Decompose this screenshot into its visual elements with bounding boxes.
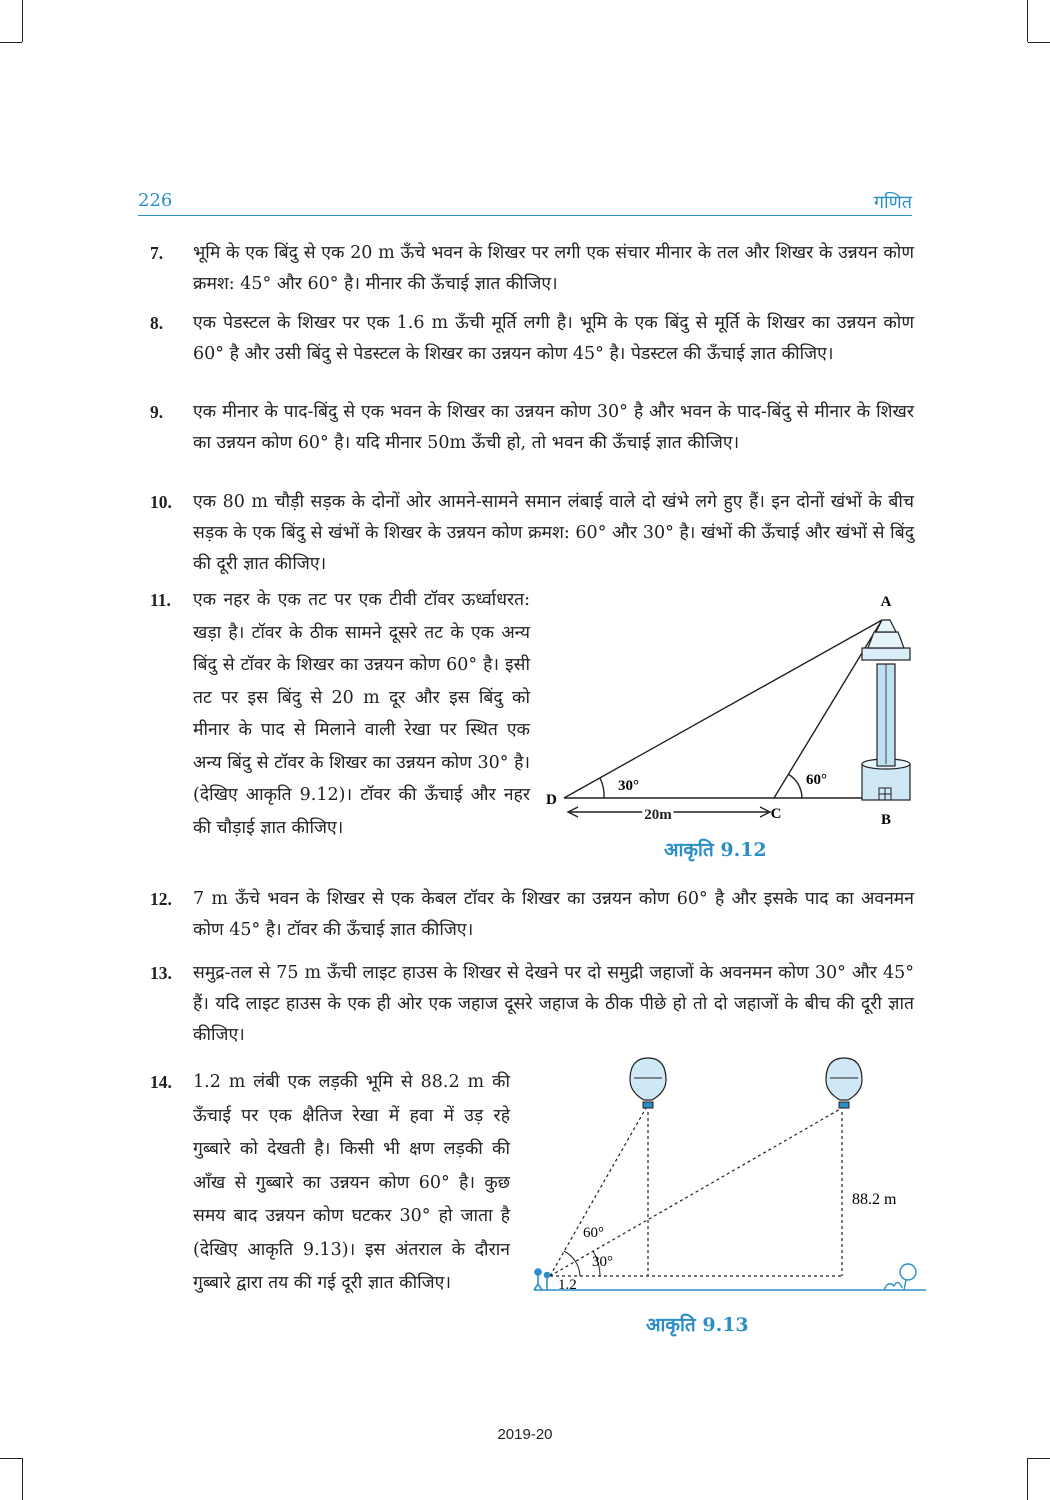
- label-angle-30: 30°: [592, 1254, 613, 1270]
- crop-mark: [1028, 1458, 1050, 1459]
- label-girl-height: 1.2: [558, 1277, 577, 1293]
- question-text: एक पेडस्टल के शिखर पर एक 1.6 m ऊँची मूर्ति लगी है। भूमि के एक बिंदु से मूर्ति के शिखर का उन्नयन कोण 60° है और उसी बिंदु से पेडस्टल के शिखर का उन्नयन कोण 45° है। पेडस्टल की ऊँचाई ज्ञात कीजिए।: [193, 313, 914, 364]
- question-13: [150, 958, 914, 1051]
- question-text: एक नहर के एक तट पर एक टीवी टॉवर ऊर्ध्वाधरत: खड़ा है। टॉवर के ठीक सामने दूसरे तट के एक अन्य बिंदु से टॉवर के शिखर का उन्नयन कोण 60° है। इसी तट पर इस बिंदु से 20 m दूर और इस बिंदु को मीनार के पाद से मिलाने वाली रेखा पर स्थित एक अन्य बिंदु से टॉवर के शिखर का उन्नयन कोण 30° है। (देखिए आकृति 9.12)। टॉवर की ऊँचाई और नहर की चौड़ाई ज्ञात कीजिए।: [193, 590, 530, 838]
- label-height: 88.2 m: [852, 1191, 897, 1208]
- balloon-icon: [630, 1058, 666, 1108]
- angle-arc-c: [788, 774, 802, 798]
- crop-mark: [0, 42, 22, 43]
- tv-tower: [862, 620, 910, 800]
- line-d-to-a: [564, 620, 882, 798]
- question-9: [150, 397, 914, 459]
- label-angle-60: 60°: [583, 1225, 604, 1241]
- figure-caption-9-13: आकृति 9.13: [646, 1314, 749, 1336]
- label-angle-30: 30°: [618, 778, 639, 794]
- figure-caption-9-12: आकृति 9.12: [664, 839, 767, 861]
- label-c: C: [770, 806, 782, 822]
- question-14: [150, 1066, 510, 1301]
- subject-title: गणित: [873, 192, 912, 213]
- header-rule: [138, 215, 912, 216]
- question-8: [150, 308, 914, 370]
- question-text: एक मीनार के पाद-बिंदु से एक भवन के शिखर का उन्नयन कोण 30° है और भवन के पाद-बिंदु से मीनार के शिखर का उन्नयन कोण 60° है। यदि मीनार 50m ऊँची हो, तो भवन की ऊँचाई ज्ञात कीजिए।: [193, 402, 914, 453]
- crop-mark: [1028, 42, 1050, 43]
- question-11: [150, 584, 530, 844]
- page-number: 226: [138, 190, 173, 211]
- figure-9-12: [540, 592, 920, 832]
- balloon-icon: [826, 1058, 862, 1108]
- label-angle-60: 60°: [806, 772, 827, 788]
- question-10: [150, 487, 914, 580]
- question-number: 13.: [150, 963, 172, 983]
- question-7: [150, 238, 914, 300]
- label-distance: 20m: [644, 807, 672, 823]
- crop-mark: [22, 1458, 23, 1500]
- question-number: 12.: [150, 889, 172, 909]
- question-number: 9.: [150, 402, 164, 422]
- figure-9-13: [528, 1050, 928, 1300]
- question-text: एक 80 m चौड़ी सड़क के दोनों ओर आमने-सामने समान लंबाई वाले दो खंभे लगे हुए हैं। इन दोनों खंभों के बीच सड़क के एक बिंदु से खंभों के शिखर के उन्नयन कोण क्रमश: 60° और 30° है। खंभों की ऊँचाई और खंभों से बिंदु की दूरी ज्ञात कीजिए।: [193, 492, 914, 574]
- label-b: B: [880, 812, 892, 828]
- footer-year: 2019-20: [497, 1426, 553, 1443]
- label-a: A: [880, 594, 892, 610]
- crop-mark: [1027, 1458, 1028, 1500]
- question-number: 8.: [150, 313, 164, 333]
- angle-arc-d: [600, 778, 604, 798]
- question-number: 7.: [150, 243, 164, 263]
- crop-mark: [0, 1458, 22, 1459]
- crop-mark: [1027, 0, 1028, 42]
- question-text: 7 m ऊँचे भवन के शिखर से एक केबल टॉवर के शिखर का उन्नयन कोण 60° है और इसके पाद का अवनमन कोण 45° है। टॉवर की ऊँचाई ज्ञात कीजिए।: [193, 889, 914, 940]
- label-d: D: [546, 792, 557, 808]
- question-number: 14.: [150, 1072, 172, 1092]
- question-number: 11.: [150, 590, 171, 610]
- question-number: 10.: [150, 492, 172, 512]
- sight-line-30: [550, 1108, 842, 1276]
- girl-icon: [534, 1269, 550, 1290]
- question-text: समुद्र-तल से 75 m ऊँची लाइट हाउस के शिखर से देखने पर दो समुद्री जहाजों के अवनमन कोण 30° और 45° हैं। यदि लाइट हाउस के एक ही ओर एक जहाज दूसरे जहाज के ठीक पीछे हो तो दो जहाजों के बीच की दूरी ज्ञात कीजिए।: [193, 963, 914, 1045]
- question-text: भूमि के एक बिंदु से एक 20 m ऊँचे भवन के शिखर पर लगी एक संचार मीनार के तल और शिखर के उन्नयन कोण क्रमश: 45° और 60° है। मीनार की ऊँचाई ज्ञात कीजिए।: [193, 243, 914, 294]
- question-text: 1.2 m लंबी एक लड़की भूमि से 88.2 m की ऊँचाई पर एक क्षैतिज रेखा में हवा में उड़ रहे गुब्बारे को देखती है। किसी भी क्षण लड़की की आँख से गुब्बारे का उन्नयन कोण 60° है। कुछ समय बाद उन्नयन कोण घटकर 30° हो जाता है (देखिए आकृति 9.13)। इस अंतराल के दौरान गुब्बारे द्वारा तय की गई दूरी ज्ञात कीजिए।: [193, 1072, 510, 1293]
- tree-icon: [884, 1264, 916, 1290]
- question-12: [150, 884, 914, 946]
- crop-mark: [22, 0, 23, 42]
